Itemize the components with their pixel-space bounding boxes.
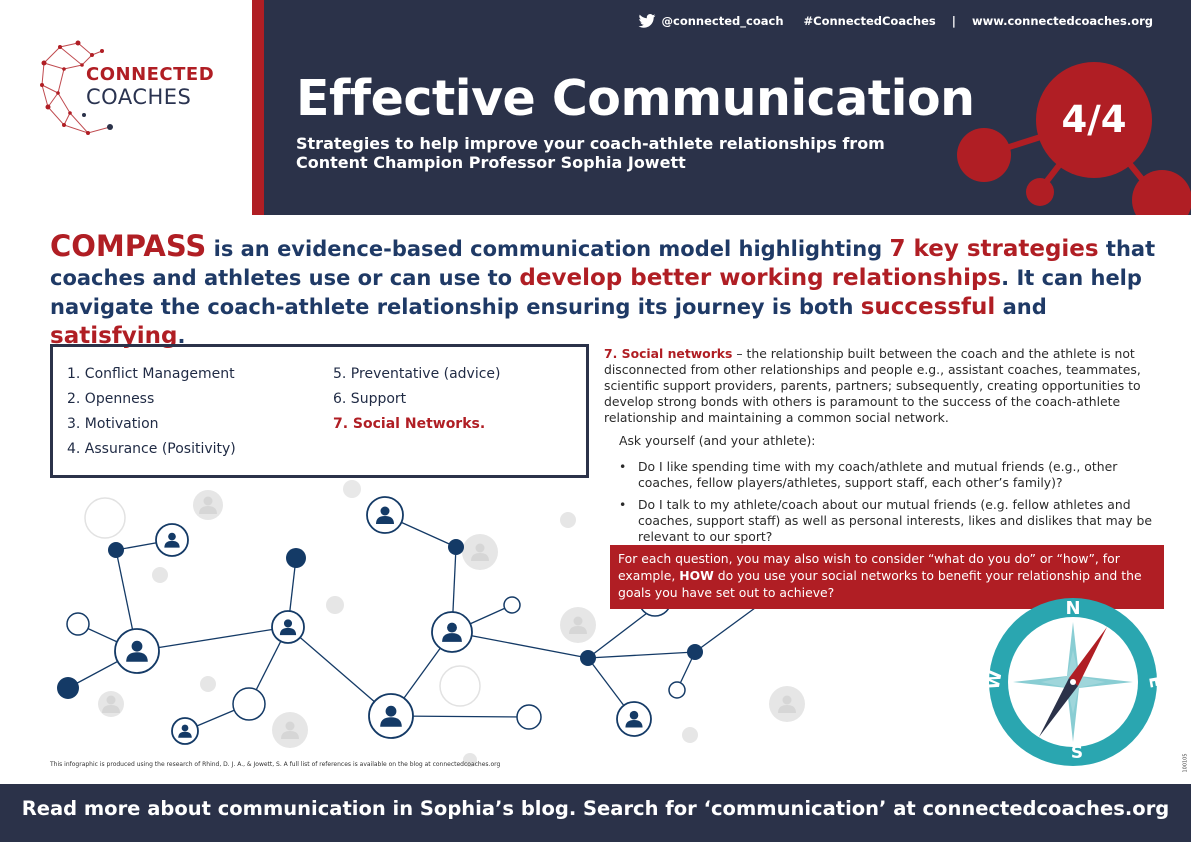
hashtag-link[interactable]: #ConnectedCoaches xyxy=(803,14,936,28)
strategy-item: 1. Conflict Management xyxy=(67,366,235,382)
website-link[interactable]: www.connectedcoaches.org xyxy=(971,14,1153,28)
callout-text-1: For each question, you may also wish to consider “what do you do” or “how”, for example, xyxy=(618,551,1120,583)
intro-highlight-relationships: develop better working relationships xyxy=(519,265,1002,291)
intro-text-4: and xyxy=(995,295,1047,319)
subtitle-line2: Content Champion Professor Sophia Jowett xyxy=(296,153,686,172)
intro-highlight-successful: successful xyxy=(860,294,996,320)
compass-west: W xyxy=(983,669,1007,692)
bullet-mark: • xyxy=(619,459,627,474)
callout-emphasis: HOW xyxy=(679,568,714,583)
strategy-item-highlight: 7. Social Networks. xyxy=(333,416,486,432)
page-number-badge: 4/4 xyxy=(1061,98,1127,141)
compass-word: COMPASS xyxy=(50,229,207,263)
intro-highlight-satisfying: satisfying xyxy=(50,323,178,349)
question-text: Do I like spending time with my coach/athlete and mutual friends (e.g., other coaches, fellow players/athletes, support staff, each other’s family)? xyxy=(638,459,1118,490)
intro-text-5: . xyxy=(177,324,186,348)
document-code: 100105 xyxy=(1182,753,1189,773)
intro-text-3: . It can help navigate the coach-athlete relationship ensuring its journey is both xyxy=(50,266,1142,319)
ask-yourself-label: Ask yourself (and your athlete): xyxy=(619,433,816,448)
strategy-item: 3. Motivation xyxy=(67,416,159,432)
compass-south: S xyxy=(1070,743,1084,763)
intro-highlight-strategies: 7 key strategies xyxy=(889,236,1099,262)
footer-banner[interactable]: Read more about communication in Sophia’s blog. Search for ‘communication’ at connectedcoaches.org xyxy=(0,784,1191,842)
social-separator: | xyxy=(951,14,956,28)
compass-east: E xyxy=(1144,674,1166,690)
subtitle-line1: Strategies to help improve your coach-athlete relationships from xyxy=(296,134,885,153)
page-title: Effective Communication xyxy=(296,70,975,127)
question-text: Do I talk to my athlete/coach about our mutual friends (e.g. fellow athletes and coaches, support staff) as well as personal interests, likes and dislikes that may be relevant to our sport? xyxy=(638,497,1153,544)
social-networks-body: – the relationship built between the coach and the athlete is not disconnected from other relationships and people e.g., assistant coaches, teammates, scientific support providers, parents, partners; subsequently, creating opportunities to develop strong bonds with others is paramount to the success of the coach-athlete relationship and maintaining a common social network. xyxy=(604,346,1141,425)
logo-line2: COACHES xyxy=(86,85,192,109)
strategy-item: 5. Preventative (advice) xyxy=(333,366,501,382)
footnote: This infographic is produced using the research of Rhind, D. J. A., & Jowett, S. A full list of references is available on the blog at connectedcoaches.org xyxy=(50,761,501,768)
intro-text-2: that coaches and athletes use or can use to xyxy=(50,237,1156,290)
strategy-item: 4. Assurance (Positivity) xyxy=(67,441,236,457)
strategy-item: 6. Support xyxy=(333,391,407,407)
twitter-handle-link[interactable]: @connected_coach xyxy=(661,14,784,28)
callout-text-2: do you use your social networks to benefit your relationship and the goals you have set out to achieve? xyxy=(618,568,1142,600)
intro-text-1: is an evidence-based communication model highlighting xyxy=(206,237,890,261)
bullet-mark: • xyxy=(619,497,627,512)
social-networks-heading: 7. Social networks xyxy=(604,346,733,361)
logo-line1: CONNECTED xyxy=(86,64,215,85)
strategy-item: 2. Openness xyxy=(67,391,155,407)
compass-north: N xyxy=(1065,598,1081,619)
